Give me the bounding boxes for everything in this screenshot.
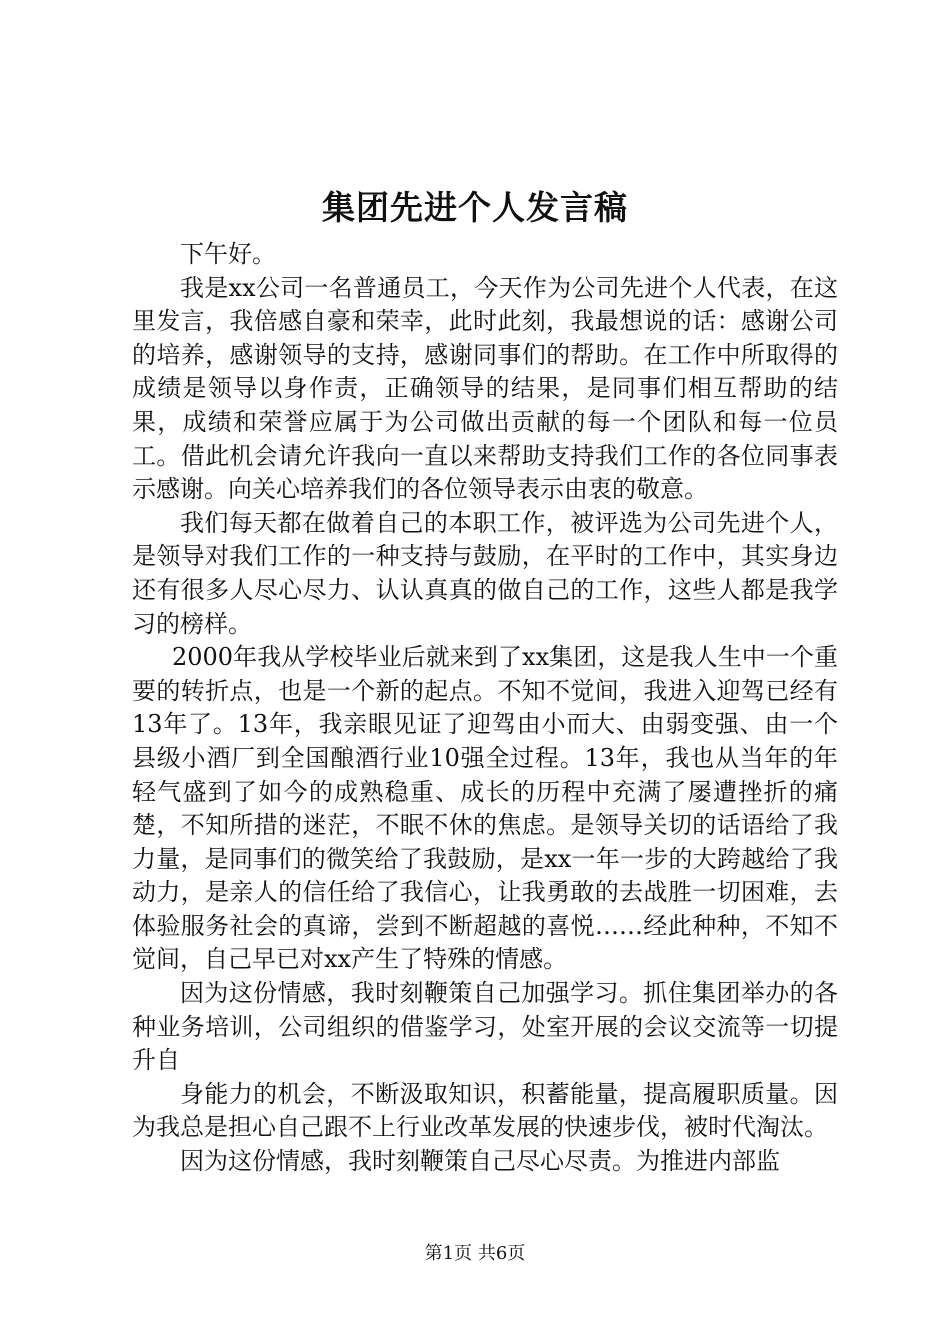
paragraph-career-history: 2000年我从学校毕业后就来到了xx集团，这是我人生中一个重要的转折点，也是一个新的起点。不知不觉间，我进入迎驾已经有13年了。13年，我亲眼见证了迎驾由小而大、由弱变强、由一个县级小酒厂到全国酿酒行业10强全过程。13年，我也从当年的年轻气盛到了如今的成熟稳重、成长的历程中充满了屡遭挫折的痛楚，不知所措的迷茫，不眠不休的焦虑。是领导关切的话语给了我力量，是同事们的微笑给了我鼓励，是xx一年一步的大跨越给了我动力，是亲人的信任给了我信心，让我勇敢的去战胜一切困难，去体验服务社会的真谛，尝到不断超越的喜悦……经此种种，不知不觉间，自己早已对xx产生了特殊的情感。 [132,643,838,974]
paragraph-greeting: 下午好。 [180,240,276,268]
paragraph-learning: 因为这份情感，我时刻鞭策自己加强学习。抓住集团举办的各种业务培训，公司组织的借鉴学习，处室开展的会议交流等一切提升自 [132,979,838,1075]
document-body [132,238,838,1179]
paragraph-introduction: 我是xx公司一名普通员工，今天作为公司先进个人代表，在这里发言，我倍感自豪和荣幸，此时此刻，我最想说的话：感谢公司的培养，感谢领导的支持，感谢同事们的帮助。在工作中所取得的成绩是领导以身作责，正确领导的结果，是同事们相互帮助的结果，成绩和荣誉应属于为公司做出贡献的每一个团队和每一位员工。借此机会请允许我向一直以来帮助支持我们工作的各位同事表示感谢。向关心培养我们的各位领导表示由衷的敬意。 [132,273,838,504]
paragraph-daily-work: 我们每天都在做着自己的本职工作，被评选为公司先进个人，是领导对我们工作的一种支持与鼓励，在平时的工作中，其实身边还有很多人尽心尽力、认认真真的做自己的工作，这些人都是我学习的榜样。 [132,508,838,638]
document-title: 集团先进个人发言稿 [322,188,628,227]
paragraph-responsibility: 因为这份情感，我时刻鞭策自己尽心尽责。为推进内部监 [180,1147,780,1176]
page-number-footer: 第1页 共6页 [424,1243,526,1264]
paragraph-learning-continued: 身能力的机会，不断汲取知识，积蓄能量，提高履职质量。因为我总是担心自己跟不上行业改革发展的快速步伐，被时代淘汰。 [132,1079,838,1142]
